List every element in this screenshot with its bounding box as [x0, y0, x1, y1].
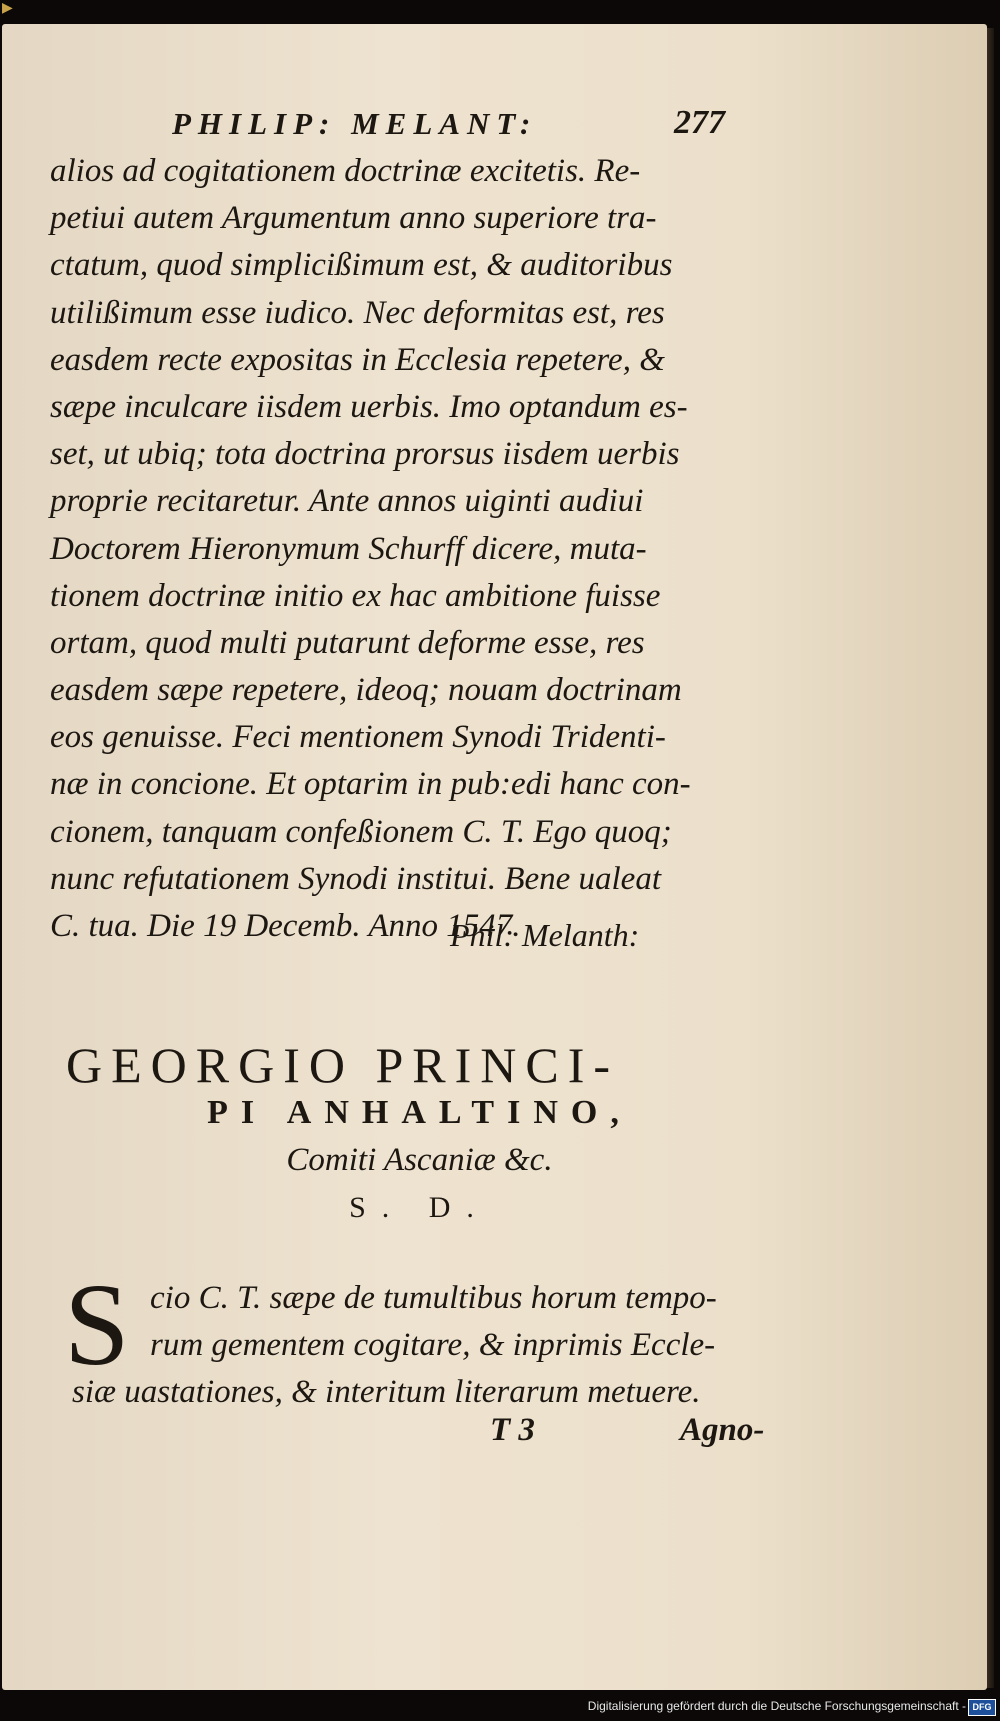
credit-bar	[0, 1695, 1000, 1721]
text-line: ctatum, quod simplicißimum est, & auditoribus	[50, 247, 673, 284]
address-heading-line-1: GEORGIO PRINCI-	[66, 1037, 620, 1093]
text-line: alios ad cogitationem doctrinæ excitetis. Re-	[50, 153, 641, 189]
text-line: tionem doctrinæ initio ex hac ambitione fuisse	[50, 577, 661, 614]
address-heading-line-3: Comiti Ascaniæ &c.	[286, 1142, 553, 1178]
book-page	[2, 24, 987, 1690]
text-line: næ in concione. Et optarim in pub:edi hanc con-	[50, 766, 691, 803]
address-heading-line-2: PI ANHALTINO,	[207, 1094, 632, 1131]
text-line: proprie recitaretur. Ante annos uiginti audiui	[50, 483, 644, 520]
page-text-block	[2, 24, 987, 1690]
letter-body	[50, 148, 770, 950]
text-line: nunc refutationem Synodi institui. Bene ualeat	[50, 860, 661, 897]
text-line: rum gementem cogitare, & inprimis Eccle-	[150, 1327, 716, 1363]
text-line: eos genuisse. Feci mentionem Synodi Tridenti-	[50, 719, 666, 756]
salutation: S. D.	[349, 1191, 490, 1224]
text-line: C. tua. Die 19 Decemb. Anno 1547.	[50, 908, 521, 944]
funding-credit: Digitalisierung gefördert durch die Deutsche Forschungsgemeinschaft -	[587, 1699, 966, 1713]
corner-marker-icon: ▶	[2, 0, 13, 16]
text-line: easdem sæpe repetere, ideoq; nouam doctrinam	[50, 672, 682, 709]
text-line: set, ut ubiq; tota doctrina prorsus iisdem uerbis	[50, 436, 680, 473]
author-signature: Phil: Melanth:	[450, 917, 640, 953]
text-line: cio C. T. sæpe de tumultibus horum tempo-	[150, 1280, 717, 1316]
catchword-row	[2, 1412, 837, 1456]
text-line: sæpe inculcare iisdem uerbis. Imo optandum es-	[50, 388, 688, 425]
text-line: utilißimum esse iudico. Nec deformitas est, res	[50, 294, 665, 331]
text-line: cionem, tanquam confeßionem C. T. Ego quoq;	[50, 813, 672, 850]
text-line: ortam, quod multi putarunt deforme esse, res	[50, 624, 645, 661]
running-head: PHILIP: MELANT:	[172, 106, 538, 141]
signature-mark: T 3	[490, 1412, 535, 1448]
text-line: Doctorem Hieronymum Schurff dicere, muta-	[50, 530, 647, 567]
dfg-logo-icon: DFG	[968, 1699, 996, 1716]
text-line: siæ uastationes, & interitum literarum metuere.	[72, 1374, 701, 1410]
text-line: petiui autem Argumentum anno superiore tra-	[50, 200, 657, 237]
drop-cap: S	[64, 1259, 130, 1390]
page-number: 277	[674, 104, 725, 141]
text-line: easdem recte expositas in Ecclesia repetere, &	[50, 341, 665, 378]
catchword: Agno-	[680, 1412, 765, 1448]
